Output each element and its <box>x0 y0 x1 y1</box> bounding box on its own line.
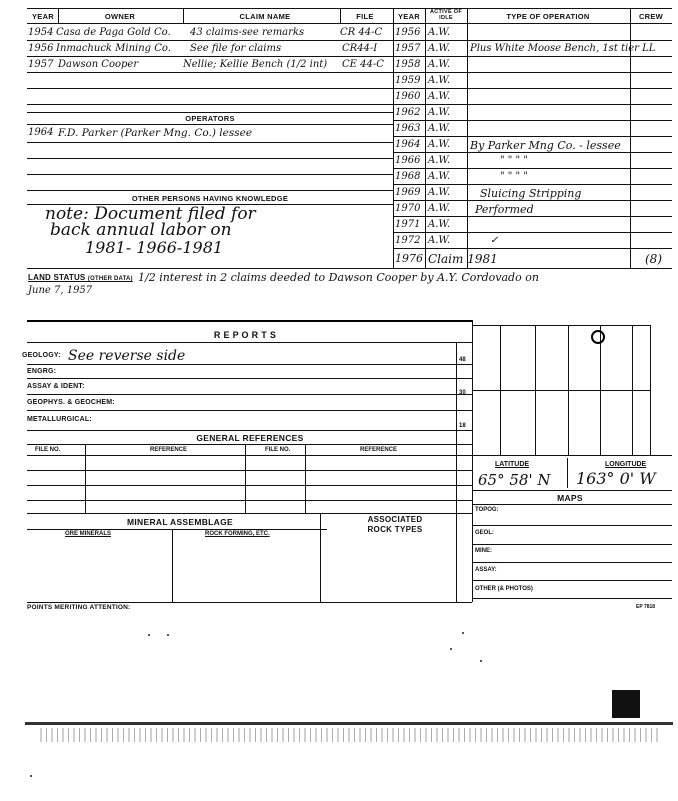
activity-year-5: 1960 <box>395 91 421 102</box>
metallurgical-label: METALLURGICAL: <box>27 416 92 423</box>
header-active-idle: ACTIVE OF IDLE <box>429 9 463 21</box>
activity-year-11: 1969 <box>395 187 421 198</box>
land-status-text-2: June 7, 1957 <box>28 285 93 296</box>
mineral-title: MINERAL ASSEMBLAGE <box>127 517 233 527</box>
owner-row-1-claim: 43 claims-see remarks <box>190 27 305 38</box>
activity-status-12: A.W. <box>428 203 451 214</box>
note-line-2: back annual labor on <box>50 220 232 240</box>
owner-row-3-claim: Nellie; Kellie Bench (1/2 int) <box>183 59 328 70</box>
owner-row-1-year: 1954 <box>28 27 54 38</box>
owner-row-3-file: CE 44-C <box>342 59 384 70</box>
general-refs-file-no: FILE NO. <box>35 447 61 453</box>
activity-status-15: Claim 1981 <box>428 252 498 266</box>
general-refs-reference-2: REFERENCE <box>360 447 398 453</box>
activity-year-6: 1962 <box>395 107 421 118</box>
associated-rock-types: ASSOCIATED ROCK TYPES <box>367 515 423 534</box>
activity-op-11: Sluicing Stripping <box>480 187 582 200</box>
activity-year-13: 1971 <box>395 219 421 230</box>
geology-label: GEOLOGY: <box>22 352 61 359</box>
assay-label: ASSAY & IDENT: <box>27 383 85 390</box>
maps-geol: GEOL: <box>475 530 494 536</box>
activity-status-14: A.W. <box>428 235 451 246</box>
activity-status-2: A.W. <box>428 43 451 54</box>
maps-other: OTHER (& PHOTOS) <box>475 586 533 592</box>
activity-status-10: A.W. <box>428 171 451 182</box>
longitude-label: LONGITUDE <box>605 461 647 468</box>
activity-op-2: Plus White Moose Bench, 1st tier LL <box>470 43 656 54</box>
owner-row-3-owner: Dawson Cooper <box>58 59 139 70</box>
points-meriting-attention: POINTS MERITING ATTENTION: <box>27 604 131 611</box>
activity-year-4: 1959 <box>395 75 421 86</box>
scan-bottom-noise <box>40 728 660 742</box>
general-refs-file-no-2: FILE NO. <box>265 447 291 453</box>
location-marker-icon <box>591 330 605 344</box>
land-status-main: LAND STATUS <box>28 273 86 282</box>
header-type-of-operation: TYPE OF OPERATION <box>506 12 590 21</box>
land-status-small: (OTHER DATA) <box>87 276 133 282</box>
ore-minerals-label: ORE MINERALS <box>65 531 112 537</box>
activity-year-7: 1963 <box>395 123 421 134</box>
owner-row-2-year: 1956 <box>28 43 54 54</box>
land-status-label <box>28 273 133 282</box>
latitude-label: LATITUDE <box>495 461 530 468</box>
activity-status-4: A.W. <box>428 75 451 86</box>
general-refs-title: GENERAL REFERENCES <box>196 433 304 443</box>
activity-status-6: A.W. <box>428 107 451 118</box>
maps-mine: MINE: <box>475 548 492 554</box>
reports-title: R E P O R T S <box>213 330 277 340</box>
header-year: YEAR <box>31 12 55 21</box>
operator-year: 1964 <box>28 127 54 138</box>
owner-row-1-file: CR 44-C <box>340 27 383 38</box>
activity-year-12: 1970 <box>395 203 421 214</box>
geophys-label: GEOPHYS. & GEOCHEM: <box>27 399 115 406</box>
activity-status-9: A.W. <box>428 155 451 166</box>
activity-year-3: 1958 <box>395 59 421 70</box>
engrg-label: ENGRG: <box>27 368 57 375</box>
report-num-30: 30 <box>459 390 466 396</box>
owner-row-2-owner: Inmachuck Mining Co. <box>56 43 171 54</box>
activity-status-5: A.W. <box>428 91 451 102</box>
header-crew: CREW <box>638 12 664 21</box>
owner-row-3-year: 1957 <box>28 59 54 70</box>
rock-forming-label: ROCK FORMING, ETC. <box>205 531 270 537</box>
latitude-value: 65° 58' N <box>478 471 551 489</box>
activity-year-9: 1966 <box>395 155 421 166</box>
note-line-1: note: Document filed for <box>45 204 256 224</box>
other-persons-title: OTHER PERSONS HAVING KNOWLEDGE <box>131 194 289 203</box>
owner-row-2-claim: See file for claims <box>190 43 282 54</box>
activity-op-10: " " " " <box>500 171 528 182</box>
activity-status-11: A.W. <box>428 187 451 198</box>
activity-status-1: A.W. <box>428 27 451 38</box>
operators-title: OPERATORS <box>185 114 235 123</box>
activity-crew-15: (8) <box>645 252 662 266</box>
activity-op-12: Performed <box>475 203 534 216</box>
header-year-2: YEAR <box>397 12 421 21</box>
maps-title: MAPS <box>557 493 583 503</box>
header-owner: OWNER <box>104 12 136 21</box>
header-claim-name: CLAIM NAME <box>239 12 291 21</box>
note-line-3: 1981- 1966-1981 <box>85 238 224 257</box>
land-status-text-1: 1/2 interest in 2 claims deeded to Dawson Cooper by A.Y. Cordovado on <box>138 271 539 284</box>
scan-bottom-band <box>25 722 673 725</box>
activity-status-3: A.W. <box>428 59 451 70</box>
owner-row-2-file: CR44-I <box>342 43 378 54</box>
activity-status-13: A.W. <box>428 219 451 230</box>
activity-year-1: 1956 <box>395 27 421 38</box>
activity-op-8: By Parker Mng Co. - lessee <box>470 139 621 152</box>
report-num-48: 48 <box>459 357 466 363</box>
scan-smudge <box>612 690 640 718</box>
operator-entry: F.D. Parker (Parker Mng. Co.) lessee <box>58 127 253 139</box>
activity-year-8: 1964 <box>395 139 421 150</box>
report-num-18: 18 <box>459 423 466 429</box>
maps-assay: ASSAY: <box>475 567 497 573</box>
general-refs-reference: REFERENCE <box>150 447 188 453</box>
activity-year-14: 1972 <box>395 235 421 246</box>
activity-year-15: 1976 <box>395 252 423 265</box>
maps-topog: TOPOG: <box>475 507 499 513</box>
form-number: EP 7818 <box>636 604 656 610</box>
geology-value: See reverse side <box>68 348 186 364</box>
activity-status-8: A.W. <box>428 139 451 150</box>
activity-op-9: " " " " <box>500 155 528 166</box>
longitude-value: 163° 0' W <box>576 469 656 488</box>
owner-row-1-owner: Casa de Paga Gold Co. <box>56 27 171 38</box>
activity-status-7: A.W. <box>428 123 451 134</box>
header-file: FILE <box>356 12 374 21</box>
activity-op-14: ✓ <box>490 235 499 246</box>
activity-year-10: 1968 <box>395 171 421 182</box>
activity-year-2: 1957 <box>395 43 421 54</box>
